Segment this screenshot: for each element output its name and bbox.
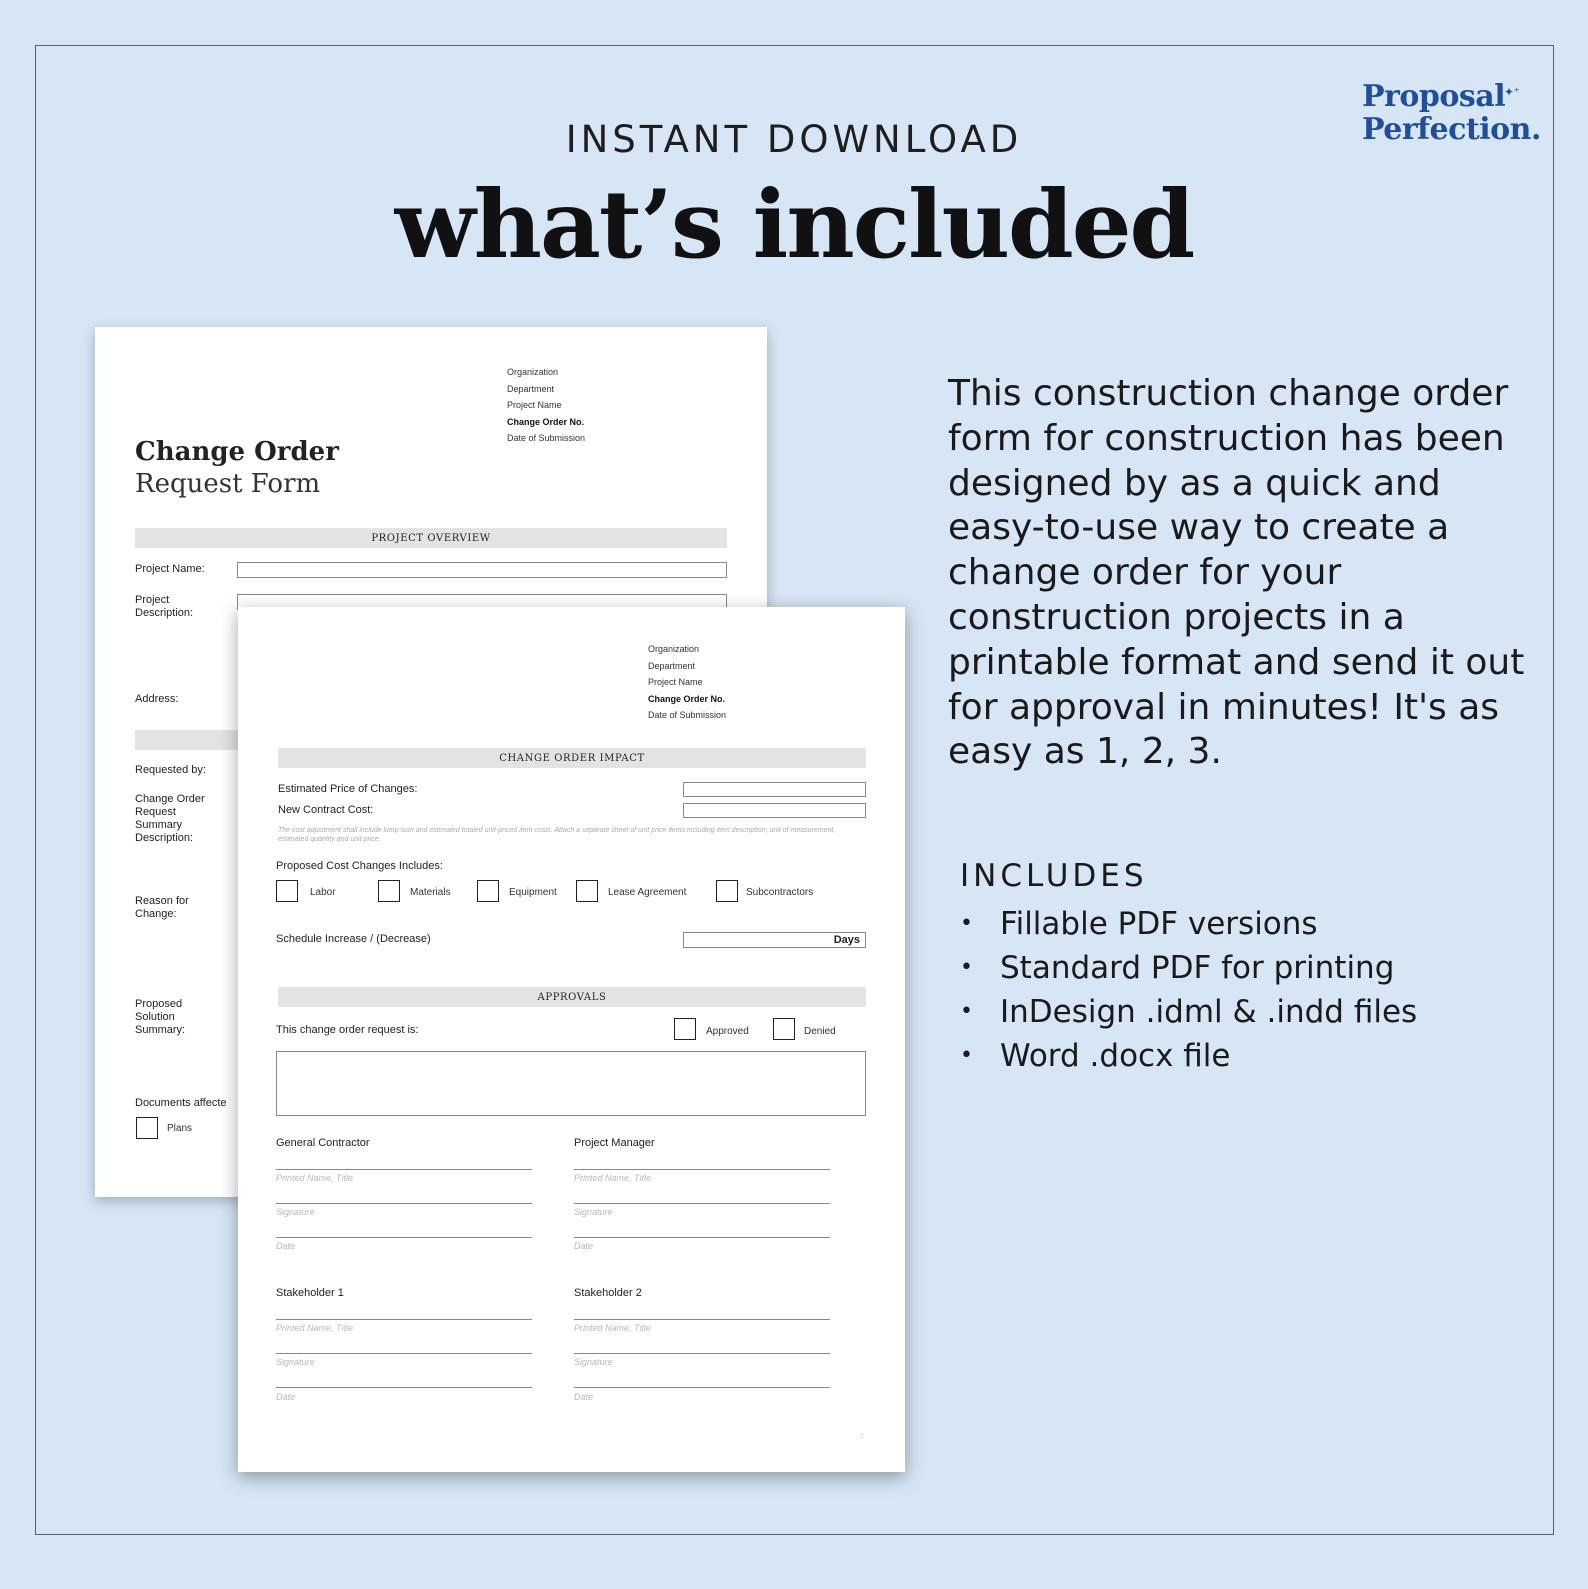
meta-organization: Organization (507, 367, 559, 377)
label-denied: Denied (804, 1026, 836, 1037)
new-contract-cost-field[interactable] (683, 803, 866, 818)
label-address: Address: (135, 693, 179, 705)
bullet-icon: • (960, 911, 973, 936)
includes-title: INCLUDES (960, 858, 1148, 894)
s2-date-line[interactable] (574, 1387, 830, 1388)
logo-line-1: Proposal (1362, 79, 1506, 114)
plans-checkbox[interactable] (136, 1117, 158, 1139)
doc-subtitle: Request Form (135, 469, 321, 499)
s2-signature-line[interactable] (574, 1353, 830, 1354)
list-item (960, 902, 1417, 946)
list-item (960, 1034, 1417, 1078)
label-project-description: Project Description: (135, 594, 194, 619)
gc-printed-placeholder: Printed Name, Title (276, 1173, 353, 1183)
schedule-days-field[interactable]: Days (683, 932, 866, 948)
label-stakeholder-1: Stakeholder 1 (276, 1287, 344, 1299)
equipment-checkbox[interactable] (477, 880, 499, 902)
bullet-icon: • (960, 999, 973, 1024)
label-documents: Documents affecte (135, 1097, 227, 1109)
label-labor: Labor (310, 887, 336, 898)
bullet-icon: • (960, 1043, 973, 1068)
meta-change-order-no: Change Order No. (507, 416, 585, 427)
label-reason: Reason for Change: (135, 895, 189, 920)
page-number: 2 (860, 1433, 864, 1440)
meta-department: Department (648, 660, 696, 671)
headline: what’s included (394, 170, 1194, 280)
section-change-order-impact: CHANGE ORDER IMPACT (278, 748, 866, 768)
label-request-is: This change order request is: (276, 1024, 419, 1036)
s2-printed-placeholder: Printed Name, Title (574, 1323, 651, 1333)
gc-signature-placeholder: Signature (276, 1207, 315, 1217)
label-approved: Approved (706, 1026, 749, 1037)
s1-date-placeholder: Date (276, 1392, 296, 1402)
s1-date-line[interactable] (276, 1387, 532, 1388)
doc-title: Change Order (135, 437, 339, 467)
label-project-name: Project Name: (135, 563, 205, 575)
meta-department: Department (507, 383, 555, 394)
label-plans: Plans (167, 1123, 193, 1134)
product-description: This construction change order form for construction has been designed by as a quick and easy-to-use way to create a change order for your construction projects in a printable format and send it out for approval in minutes! It's as easy as 1, 2, 3. (948, 373, 1525, 773)
include-fillable-pdf: Fillable PDF versions (1000, 906, 1318, 942)
meta-project-name: Project Name (648, 677, 703, 687)
form-page-2 (238, 607, 905, 1472)
label-lease-agreement: Lease Agreement (608, 887, 687, 898)
gc-date-placeholder: Date (276, 1241, 296, 1251)
label-general-contractor: General Contractor (276, 1137, 370, 1149)
gc-signature-line[interactable] (276, 1203, 532, 1204)
pm-signature-line[interactable] (574, 1203, 830, 1204)
denied-checkbox[interactable] (773, 1018, 795, 1040)
s1-printed-line[interactable] (276, 1319, 532, 1320)
list-item (960, 946, 1417, 990)
pm-printed-placeholder: Printed Name, Title (574, 1173, 651, 1183)
label-subcontractors: Subcontractors (746, 887, 814, 898)
bullet-icon: • (960, 955, 973, 980)
meta-date-of-submission: Date of Submission (507, 433, 586, 443)
approved-checkbox[interactable] (674, 1018, 696, 1040)
s1-printed-placeholder: Printed Name, Title (276, 1323, 353, 1333)
label-cost-changes: Proposed Cost Changes Includes: (276, 860, 443, 872)
section-approvals: APPROVALS (278, 987, 866, 1007)
include-word: Word .docx file (1000, 1038, 1231, 1074)
list-item (960, 990, 1417, 1034)
s2-date-placeholder: Date (574, 1392, 594, 1402)
approval-notes-textarea[interactable] (276, 1051, 866, 1116)
pm-date-placeholder: Date (574, 1241, 594, 1251)
label-summary: Change Order Request Summary Description: (135, 793, 205, 844)
pm-printed-line[interactable] (574, 1169, 830, 1170)
logo-line-2: Perfection. (1362, 112, 1541, 147)
s2-signature-placeholder: Signature (574, 1357, 613, 1367)
gc-printed-line[interactable] (276, 1169, 532, 1170)
label-project-manager: Project Manager (574, 1137, 655, 1149)
materials-checkbox[interactable] (378, 880, 400, 902)
label-requested-by: Requested by: (135, 764, 206, 776)
includes-list (960, 902, 1417, 1078)
label-proposed: Proposed Solution Summary: (135, 998, 186, 1036)
label-equipment: Equipment (509, 887, 557, 898)
include-indesign: InDesign .idml & .indd files (1000, 994, 1418, 1030)
labor-checkbox[interactable] (276, 880, 298, 902)
include-standard-pdf: Standard PDF for printing (1000, 950, 1395, 986)
label-materials: Materials (410, 887, 451, 898)
label-stakeholder-2: Stakeholder 2 (574, 1287, 642, 1299)
s1-signature-placeholder: Signature (276, 1357, 315, 1367)
subcontractors-checkbox[interactable] (716, 880, 738, 902)
section-project-overview: PROJECT OVERVIEW (135, 528, 727, 548)
label-schedule: Schedule Increase / (Decrease) (276, 933, 431, 945)
estimated-price-field[interactable] (683, 782, 866, 797)
page2-meta (648, 641, 726, 724)
sparkle-icon: ✦⁺ (1504, 85, 1520, 99)
page1-meta (507, 364, 585, 447)
label-estimated-price: Estimated Price of Changes: (278, 783, 418, 795)
s1-signature-line[interactable] (276, 1353, 532, 1354)
lease-agreement-checkbox[interactable] (576, 880, 598, 902)
label-new-contract-cost: New Contract Cost: (278, 804, 374, 816)
meta-change-order-no: Change Order No. (648, 693, 726, 704)
gc-date-line[interactable] (276, 1237, 532, 1238)
project-name-field[interactable] (237, 562, 727, 578)
pm-signature-placeholder: Signature (574, 1207, 613, 1217)
meta-organization: Organization (648, 644, 700, 654)
subheadline: INSTANT DOWNLOAD (565, 118, 1023, 161)
fine-print: The cost adjustment shall include lump sum and estimated totaled unit-priced item costs. Attach a separate sheet of unit price items including item description, unit of measurement, estimated quantity and unit price. (278, 827, 836, 843)
meta-project-name: Project Name (507, 400, 562, 410)
s2-printed-line[interactable] (574, 1319, 830, 1320)
pm-date-line[interactable] (574, 1237, 830, 1238)
meta-date-of-submission: Date of Submission (648, 710, 727, 720)
